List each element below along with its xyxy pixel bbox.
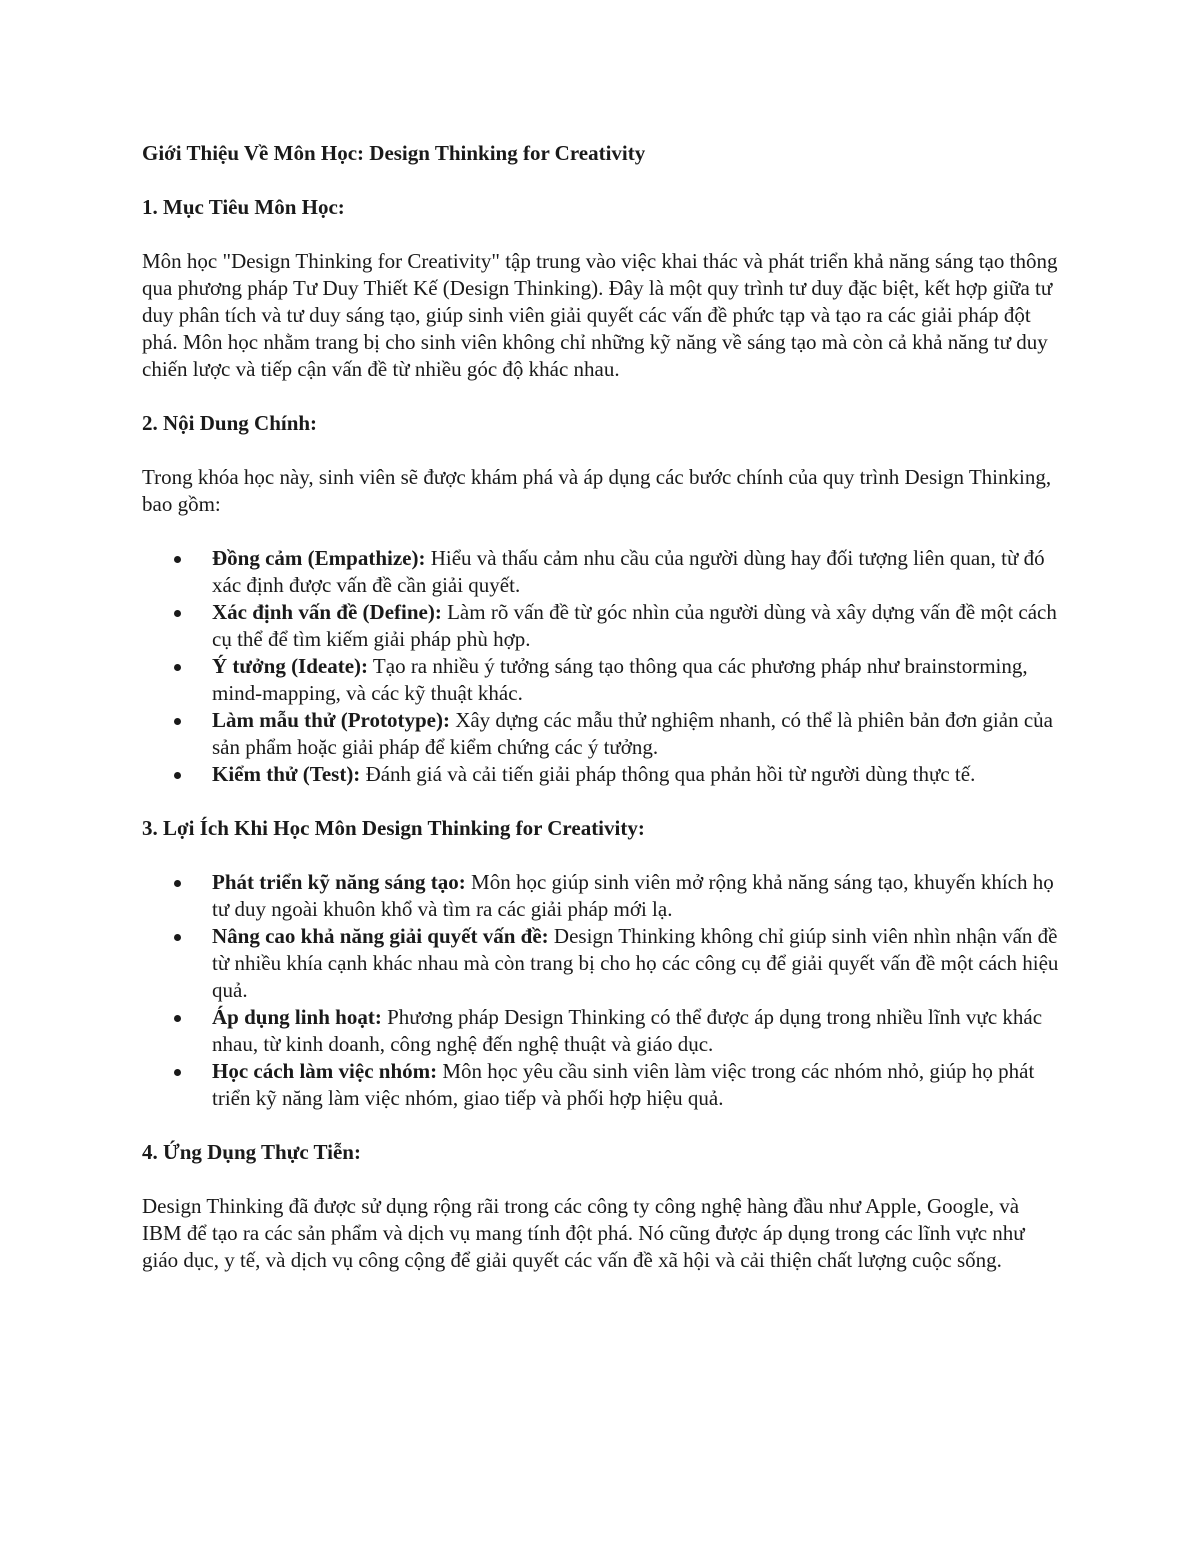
list-item-term: Phát triển kỹ năng sáng tạo: (212, 870, 466, 894)
section-heading-content: 2. Nội Dung Chính: (142, 411, 318, 435)
bullet-icon (174, 934, 181, 941)
list-item-text: Hiểu và thấu cảm nhu cầu của người dùng hay đối tượng liên quan, từ đó xác định được vấn đề cần giải quyết. (212, 546, 1045, 597)
list-item-text: Môn học yêu cầu sinh viên làm việc trong các nhóm nhỏ, giúp họ phát triển kỹ năng làm việc nhóm, giao tiếp và phối hợp hiệu quả. (212, 1059, 1035, 1110)
bullet-icon (174, 772, 181, 779)
list-item-text: Môn học giúp sinh viên mở rộng khả năng sáng tạo, khuyến khích họ tư duy ngoài khuôn khổ và tìm ra các giải pháp mới lạ. (212, 870, 1054, 921)
applications-paragraph: Design Thinking đã được sử dụng rộng rãi trong các công ty công nghệ hàng đầu như Apple, Google, và IBM để tạo ra các sản phẩm và dịch vụ mang tính đột phá. Nó cũng được áp dụng trong các lĩnh vực như giáo dục, y tế, và dịch vụ công cộng để giải quyết các vấn đề xã hội và cải thiện chất lượng cuộc sống. (142, 1194, 1025, 1272)
section-heading-benefits: 3. Lợi Ích Khi Học Môn Design Thinking for Creativity: (142, 816, 645, 840)
list-item-term: Áp dụng linh hoạt: (212, 1005, 382, 1029)
document-body (142, 140, 1062, 1301)
list-item (212, 707, 1062, 761)
bullet-icon (174, 556, 181, 563)
section-heading-goals: 1. Mục Tiêu Môn Học: (142, 195, 345, 219)
list-item-term: Kiểm thử (Test): (212, 762, 361, 786)
bullet-icon (174, 880, 181, 887)
list-item-term: Nâng cao khả năng giải quyết vấn đề: (212, 924, 549, 948)
list-item-text: Tạo ra nhiều ý tưởng sáng tạo thông qua các phương pháp như brainstorming, mind-mapping, và các kỹ thuật khác. (212, 654, 1028, 705)
list-item (212, 1004, 1062, 1058)
list-item (212, 923, 1062, 1004)
list-item (212, 599, 1062, 653)
list-item-text: Đánh giá và cải tiến giải pháp thông qua phản hồi từ người dùng thực tế. (360, 762, 976, 786)
goals-paragraph: Môn học "Design Thinking for Creativity" tập trung vào việc khai thác và phát triển khả năng sáng tạo thông qua phương pháp Tư Duy Thiết Kế (Design Thinking). Đây là một quy trình tư duy đặc biệt, kết hợp giữa tư duy phân tích và tư duy sáng tạo, giúp sinh viên giải quyết các vấn đề phức tạp và tạo ra các giải pháp đột phá. Môn học nhằm trang bị cho sinh viên không chỉ những kỹ năng về sáng tạo mà còn cả khả năng tư duy chiến lược và tiếp cận vấn đề từ nhiều góc độ khác nhau. (142, 249, 1058, 381)
section-heading-applications: 4. Ứng Dụng Thực Tiễn: (142, 1140, 361, 1164)
list-item (212, 545, 1062, 599)
list-item-term: Đồng cảm (Empathize): (212, 546, 426, 570)
list-item-text: Làm rõ vấn đề từ góc nhìn của người dùng và xây dựng vấn đề một cách cụ thể để tìm kiếm giải pháp phù hợp. (212, 600, 1057, 651)
list-item-term: Học cách làm việc nhóm: (212, 1059, 438, 1083)
bullet-icon (174, 718, 181, 725)
list-item (212, 761, 1062, 788)
bullet-icon (174, 1015, 181, 1022)
bullet-icon (174, 664, 181, 671)
list-item-term: Làm mẫu thử (Prototype): (212, 708, 450, 732)
document-title: Giới Thiệu Về Môn Học: Design Thinking for Creativity (142, 141, 646, 165)
bullet-icon (174, 1069, 181, 1076)
content-paragraph: Trong khóa học này, sinh viên sẽ được khám phá và áp dụng các bước chính của quy trình Design Thinking, bao gồm: (142, 465, 1052, 516)
benefits-list (142, 869, 1062, 1112)
list-item-text: Design Thinking không chỉ giúp sinh viên nhìn nhận vấn đề từ nhiều khía cạnh khác nhau mà còn trang bị cho họ các công cụ để giải quyết vấn đề một cách hiệu quả. (212, 924, 1059, 1002)
list-item-text: Phương pháp Design Thinking có thể được áp dụng trong nhiều lĩnh vực khác nhau, từ kinh doanh, công nghệ đến nghệ thuật và giáo dục. (212, 1005, 1043, 1056)
list-item (212, 1058, 1062, 1112)
list-item (212, 653, 1062, 707)
list-item-term: Ý tưởng (Ideate): (212, 654, 369, 678)
bullet-icon (174, 610, 181, 617)
design-steps-list (142, 545, 1062, 788)
list-item-term: Xác định vấn đề (Define): (212, 600, 442, 624)
list-item-text: Xây dựng các mẫu thử nghiệm nhanh, có thể là phiên bản đơn giản của sản phẩm hoặc giải pháp để kiểm chứng các ý tưởng. (212, 708, 1053, 759)
list-item (212, 869, 1062, 923)
